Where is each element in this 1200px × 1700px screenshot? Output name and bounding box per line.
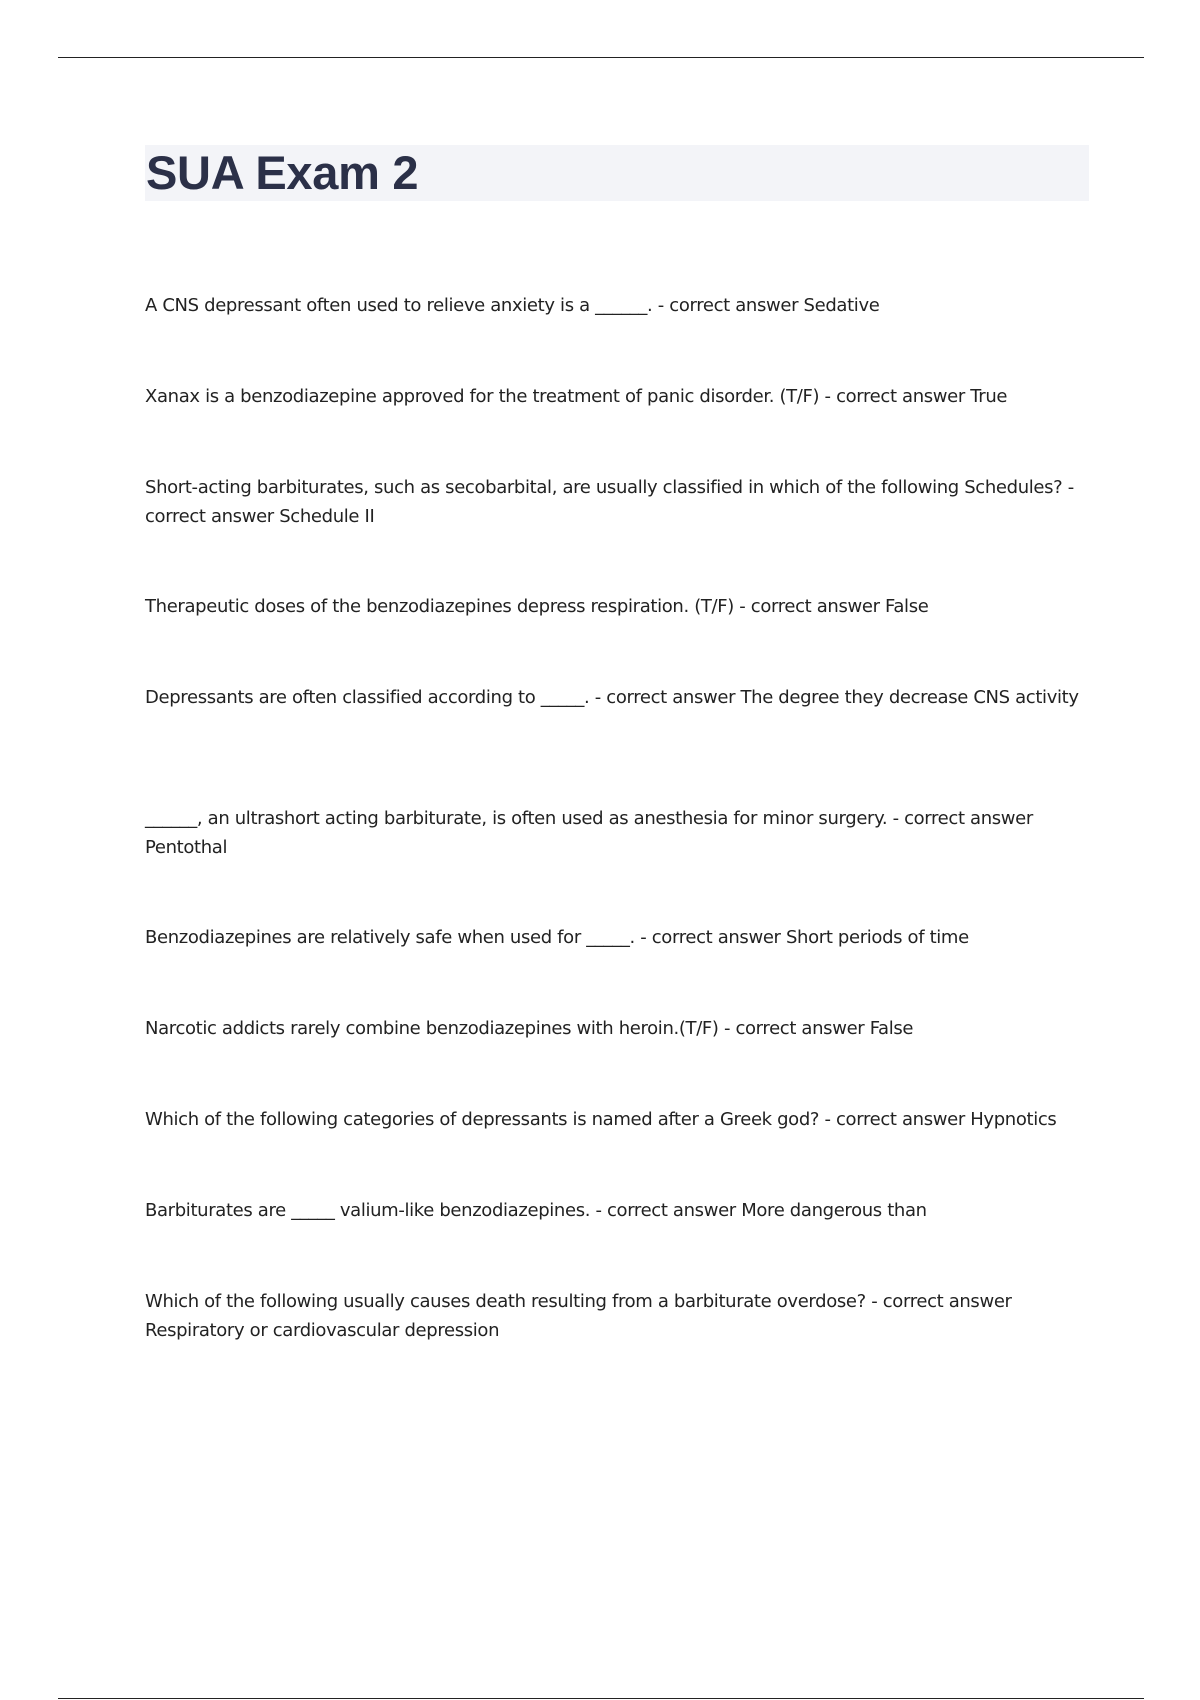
question-item: Barbiturates are _____ valium-like benzodiazepines. - correct answer More dangerous than — [145, 1200, 927, 1221]
question-item: A CNS depressant often used to relieve anxiety is a ______. - correct answer Sedative — [145, 295, 880, 316]
question-item: Short-acting barbiturates, such as secobarbital, are usually classified in which of the following Schedules? - correct answer Schedule II — [145, 477, 1074, 527]
question-item: ______, an ultrashort acting barbiturate, is often used as anesthesia for minor surgery. - correct answer Pentothal — [145, 808, 1033, 858]
question-item: Benzodiazepines are relatively safe when used for _____. - correct answer Short periods of time — [145, 927, 969, 948]
question-item: Therapeutic doses of the benzodiazepines depress respiration. (T/F) - correct answer False — [145, 596, 929, 617]
question-item: Xanax is a benzodiazepine approved for the treatment of panic disorder. (T/F) - correct answer True — [145, 386, 1008, 407]
question-item: Which of the following usually causes death resulting from a barbiturate overdose? - correct answer Respiratory or cardiovascular depression — [145, 1291, 1012, 1341]
top-rule — [58, 57, 1144, 58]
question-item: Narcotic addicts rarely combine benzodiazepines with heroin.(T/F) - correct answer False — [145, 1018, 914, 1039]
document-title: SUA Exam 2 — [146, 146, 419, 199]
question-item: Which of the following categories of depressants is named after a Greek god? - correct answer Hypnotics — [145, 1109, 1057, 1130]
question-item: Depressants are often classified according to _____. - correct answer The degree they decrease CNS activity — [145, 687, 1079, 708]
bottom-rule — [58, 1698, 1144, 1699]
